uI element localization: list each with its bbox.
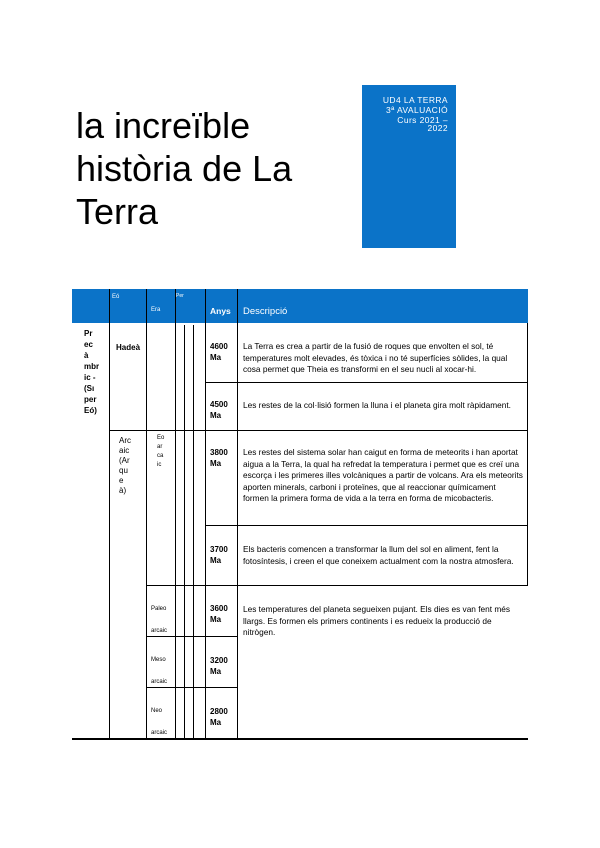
age-2800 <box>210 706 228 728</box>
col-divider <box>237 289 238 739</box>
era-text: Arc <box>119 436 131 445</box>
era-text: (Ar <box>119 456 130 465</box>
col-divider <box>205 289 206 739</box>
col-divider <box>109 289 110 739</box>
period-text: arcaic <box>151 628 168 634</box>
era-arcaic <box>119 436 131 496</box>
period-text: arcaic <box>151 730 168 736</box>
header-anys: Anys <box>210 306 231 316</box>
era-text: à) <box>119 486 127 495</box>
period-text: ca <box>157 453 164 459</box>
badge-course: Curs 2021 – <box>397 115 448 125</box>
age-unit: Ma <box>210 353 222 362</box>
header-descripcio: Descripció <box>243 306 288 317</box>
age-3600 <box>210 603 228 625</box>
page-title: la increïble història de La Terra <box>76 105 293 232</box>
description-4600: La Terra es crea a partir de la fusió de roques que envolten el sol, té temperatures molt elevades, és tòxica i no té superfícies sòlides, la qual cosa permet que Theia es transformi en el seu nucli al xocar-hi. <box>243 341 508 375</box>
header-era: Era <box>151 307 161 313</box>
unit-badge <box>362 85 456 248</box>
age-3800 <box>210 447 228 469</box>
header-eo: Eó <box>112 294 120 300</box>
period-text: Eo <box>157 435 165 441</box>
row-divider <box>109 430 528 431</box>
table-bottom-border <box>72 738 528 740</box>
period-box-line <box>193 325 194 738</box>
age-unit: Ma <box>210 556 222 565</box>
era-hadea: Hadeà <box>116 343 141 352</box>
timeline-table <box>72 289 528 739</box>
age-4600 <box>210 341 228 363</box>
era-text: aic <box>119 446 130 455</box>
age-3700 <box>210 544 228 566</box>
age-unit: Ma <box>210 667 222 676</box>
description-3800: Les restes del sistema solar han caigut en forma de meteorits i han aportat aigua a la Terra, la qual ha refredat la temperatura i permet que es creï una escorça i les primeres illes volcàniques a partir de volcans. Ara els meteorits aporten minerals, carboni i proteïnes, que al reaccionar químicament formen la primera forma de vida a la terra en forma de micobacteris. <box>243 447 523 504</box>
age-unit: Ma <box>210 718 222 727</box>
eon-text: Eó) <box>84 406 97 415</box>
row-divider <box>205 525 528 526</box>
row-divider <box>146 585 528 586</box>
description-4500: Les restes de la col·lisió formen la lluna i el planeta gira molt ràpidament. <box>243 400 511 410</box>
eon-text: Pr <box>84 329 93 338</box>
description-3600: Les temperatures del planeta segueixen pujant. Els dies es van fent més llargs. Es formen els primers continents i es redueix la producció de nitrògen. <box>243 604 511 638</box>
badge-evaluation: 3ª AVALUACIÓ <box>386 105 448 115</box>
period-paleoarcaic <box>151 598 167 642</box>
col-divider <box>146 289 147 739</box>
period-text: arcaic <box>151 679 168 685</box>
period-eoarcaic <box>157 434 164 470</box>
era-text: qu <box>119 466 128 475</box>
eon-text: à <box>84 351 89 360</box>
col-divider <box>527 323 528 585</box>
era-text: e <box>119 476 124 485</box>
age-4500 <box>210 399 228 421</box>
age-value: 3600 <box>210 604 228 613</box>
eon-text: mbr <box>84 362 100 371</box>
age-unit: Ma <box>210 615 222 624</box>
eon-text: per <box>84 395 97 404</box>
eon-text: ic - <box>84 373 96 382</box>
row-divider <box>205 382 528 383</box>
age-value: 2800 <box>210 707 228 716</box>
badge-unit: UD4 LA TERRA <box>382 95 448 105</box>
period-text: Paleo <box>151 606 167 612</box>
age-value: 3700 <box>210 545 228 554</box>
description-3700: Els bacteris comencen a transformar la llum del sol en aliment, fent la fotosíntesis, i creen el que coneixem actualment com la nostra atmosfera. <box>243 544 514 566</box>
age-value: 4500 <box>210 400 228 409</box>
period-neoarcaic <box>151 700 167 744</box>
col-divider <box>175 289 176 739</box>
period-text: ic <box>157 462 162 468</box>
header-per: Per <box>176 293 184 299</box>
age-unit: Ma <box>210 411 222 420</box>
table-header <box>72 289 528 323</box>
age-3200 <box>210 655 228 677</box>
eon-text: ec <box>84 340 93 349</box>
period-text: Neo <box>151 708 163 714</box>
age-value: 3200 <box>210 656 228 665</box>
eon-text: (Sı <box>84 384 95 393</box>
badge-year: 2022 <box>427 123 448 133</box>
period-text: ar <box>157 444 163 450</box>
eon-precambric <box>84 328 99 416</box>
age-value: 3800 <box>210 448 228 457</box>
period-mesoarcaic <box>151 649 167 693</box>
age-unit: Ma <box>210 459 222 468</box>
period-box-line <box>184 325 185 738</box>
age-value: 4600 <box>210 342 228 351</box>
period-text: Meso <box>151 657 166 663</box>
